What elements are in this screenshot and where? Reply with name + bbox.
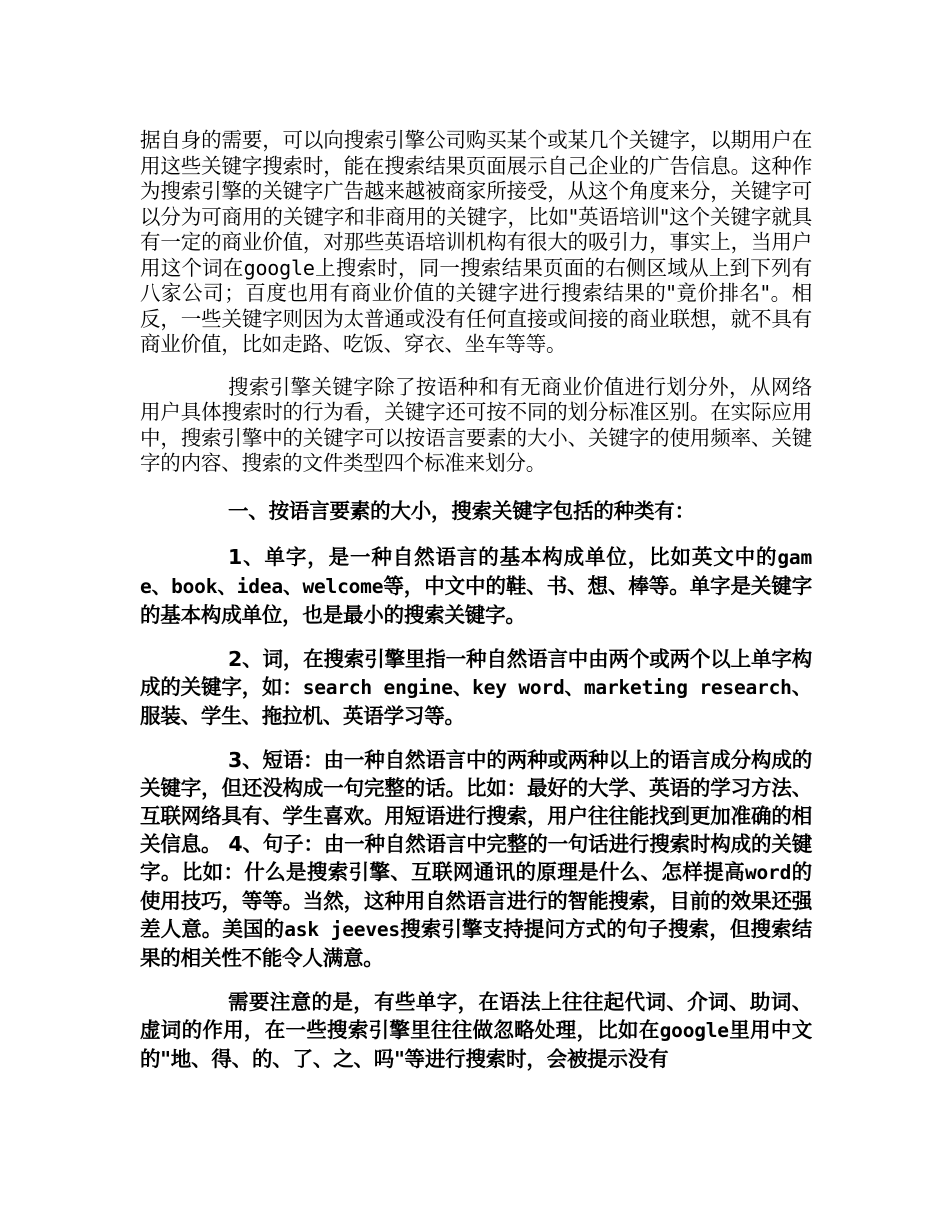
paragraph-keyword-commercial-value	[140, 128, 812, 358]
text-run: 、服装、学生、拖拉机、英语学习等。	[140, 674, 812, 728]
latin-term: google	[659, 1018, 729, 1042]
text-run: 等，中文中的鞋、书、想、棒等。单字是关键字的基本构成单位，也是最小的搜索关键字。	[140, 573, 812, 627]
latin-term: search engine、key word、marketing research	[302, 675, 792, 699]
text-run: 的使用技巧，等等。当然，这种用自然语言进行的智能搜索，目前的效果还强差人意。美国的	[140, 859, 812, 941]
latin-term: ask jeeves	[284, 917, 400, 941]
text-run: 搜索引擎支持提问方式的句子搜索，但搜索结果的相关性不能令人满意。	[140, 916, 812, 970]
text-run: 据自身的需要，可以向搜索引擎公司购买某个或某几个关键字，以期用户在用这些关键字搜索时，能在搜索结果页面展示自己企业的广告信息。这种作为搜索引擎的关键字广告越来越被商家所接受，从这个角度来分，关键字可以分为可商用的关键字和非商用的关键字，比如"英语培训"这个关键字就具有一定的商业价值，对那些英语培训机构有很大的吸引力，事实上，当用户用这个词在	[140, 128, 812, 280]
list-item-phrase-and-sentence	[140, 746, 812, 972]
text-run: 2、词，在搜索引擎里指一种自然语言中由两个或两个以上单字构成的关键字，如：	[140, 646, 812, 699]
latin-term: google	[243, 255, 315, 280]
list-item-single-word	[140, 543, 812, 629]
section-heading-language-elements	[140, 497, 812, 525]
list-item-word	[140, 645, 812, 730]
text-run: 里用中文的"地、得、的、了、之、吗"等进行搜索时，会被提示没有	[140, 1017, 812, 1071]
latin-term: game、book、idea、welcome	[140, 545, 812, 598]
text-run: 3、短语：由一种自然语言中的两种或两种以上的语言成分构成的关键字，但还没构成一句完整的话。比如：最好的大学、英语的学习方法、互联网络具有、学生喜欢。用短语进行搜索，用户往往能找到更加准确的相关信息。 4、句子：由一种自然语言中完整的一句话进行搜索时构成的关键字。比如：什么是搜索引擎、互联网通讯的原理是什么、怎样提高	[140, 747, 812, 884]
text-run: 1、单字，是一种自然语言的基本构成单位，比如英文中的	[228, 544, 778, 569]
document-body	[140, 128, 812, 1073]
text-run: 搜索引擎关键字除了按语种和有无商业价值进行划分外，从网络用户具体搜索时的行为看，关键字还可按不同的划分标准区别。在实际应用中，搜索引擎中的关键字可以按语言要素的大小、关键字的使用频率、关键字的内容、搜索的文件类型四个标准来划分。	[140, 374, 812, 475]
text-run: 一、按语言要素的大小，搜索关键字包括的种类有：	[228, 498, 695, 523]
text-run: 需要注意的是，有些单字，在语法上往往起代词、介词、助词、虚词的作用，在一些搜索引擎里往往做忽略处理，比如在	[140, 989, 812, 1042]
text-run: 上搜索时，同一搜索结果页面的右侧区域从上到下列有八家公司；百度也用有商业价值的关键字进行搜索结果的"竟价排名"。相反，一些关键字则因为太普通或没有任何直接或间接的商业联想，就不具有商业价值，比如走路、吃饭、穿衣、坐车等等。	[140, 255, 813, 356]
paragraph-keyword-classification	[140, 375, 812, 477]
paragraph-stop-words-note	[140, 988, 812, 1073]
latin-term: word	[744, 860, 792, 884]
